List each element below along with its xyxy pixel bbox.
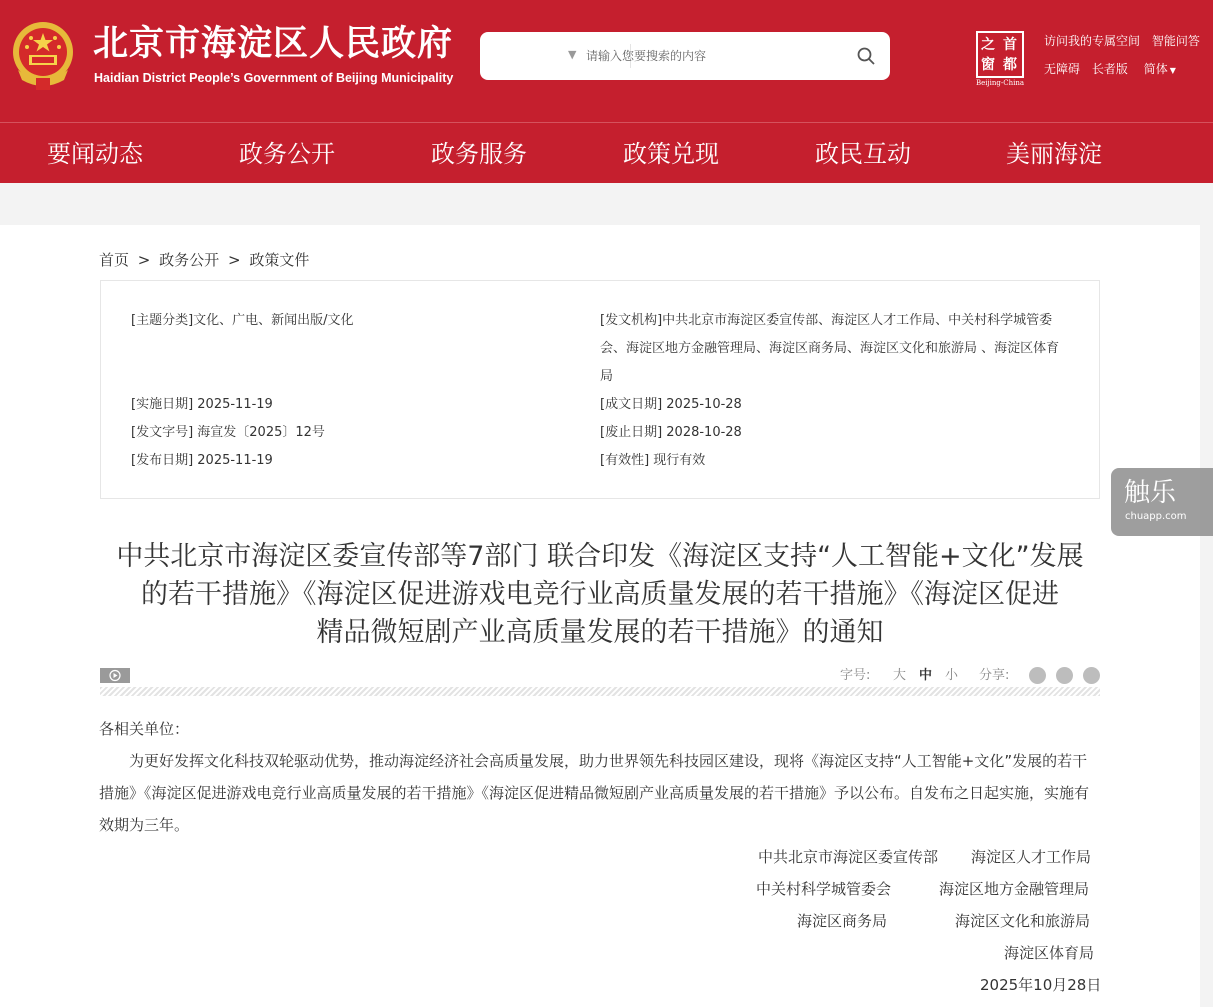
play-icon xyxy=(100,668,130,683)
breadcrumb-separator: > xyxy=(137,251,151,269)
language-label: 简体 xyxy=(1143,62,1168,76)
search-input[interactable] xyxy=(586,44,846,68)
signatory: 海淀区地方金融管理局 xyxy=(939,880,1090,898)
logo-text: Beijing-China xyxy=(975,79,1025,87)
font-size-large-button[interactable]: 大 xyxy=(893,668,907,683)
logo-frame xyxy=(976,31,1024,78)
article-tools xyxy=(100,668,1100,688)
document-meta xyxy=(100,280,1100,499)
meta-topic: [主题分类]文化、广电、新闻出版/文化 xyxy=(131,313,354,328)
salutation: 各相关单位： xyxy=(99,720,190,738)
meta-doc-number: [发文字号] 海宣发〔2025〕12号 xyxy=(131,425,325,440)
top-links xyxy=(1044,34,1200,90)
main-nav xyxy=(0,122,1213,183)
signatory: 海淀区文化和旅游局 xyxy=(955,912,1091,930)
site-subtitle: Haidian District People’s Government of Beijing Municipality xyxy=(94,71,454,85)
signatory: 中关村科学城管委会 xyxy=(756,880,892,898)
chevron-down-icon: ▼ xyxy=(1169,66,1176,75)
logo-char: 之 xyxy=(981,37,995,53)
breadcrumb-policy-docs[interactable]: 政策文件 xyxy=(249,251,310,269)
breadcrumb-open-government[interactable]: 政务公开 xyxy=(159,251,220,269)
nav-item-beautiful-haidian[interactable]: 美丽海淀 xyxy=(1006,140,1102,168)
logo-char: 窗 xyxy=(981,57,995,73)
watermark-title: 触乐 xyxy=(1124,478,1177,508)
nav-item-news[interactable]: 要闻动态 xyxy=(47,140,143,168)
divider xyxy=(100,687,1100,696)
document-title-line: 精品微短剧产业高质量发展的若干措施》的通知 xyxy=(316,617,884,648)
wechat-icon[interactable] xyxy=(1029,667,1046,684)
national-emblem-icon xyxy=(10,20,76,92)
signatory: 海淀区人才工作局 xyxy=(971,848,1092,866)
meta-effective-date: [实施日期] 2025-11-19 xyxy=(131,397,273,412)
chuapp-watermark xyxy=(1111,468,1213,536)
logo-char: 首 xyxy=(1003,37,1017,53)
main-content xyxy=(0,225,1200,1007)
meta-expiry-date: [废止日期] 2028-10-28 xyxy=(600,425,742,440)
nav-item-open-government[interactable]: 政务公开 xyxy=(239,140,335,168)
signatory: 海淀区商务局 xyxy=(797,912,888,930)
nav-item-interaction[interactable]: 政民互动 xyxy=(815,140,911,168)
weibo-icon[interactable] xyxy=(1056,667,1073,684)
search-box xyxy=(480,32,890,80)
signatory: 中共北京市海淀区委宣传部 xyxy=(758,848,939,866)
elder-mode-link[interactable]: 长者版 xyxy=(1091,62,1128,76)
breadcrumb xyxy=(99,249,309,270)
share-label: 分享: xyxy=(979,668,1010,683)
smart-qa-link[interactable]: 智能问答 xyxy=(1151,34,1200,48)
site-title[interactable]: 北京市海淀区人民政府 xyxy=(93,24,454,64)
body-paragraph: 为更好发挥文化科技双轮驱动优势，推动海淀经济社会高质量发展，助力世界领先科技园区建设，现将《海淀区支持“人工智能+文化”发展的若干措施》《海淀区促进游戏电竞行业高质量发展的若干措施》《海淀区促进精品微短剧产业高质量发展的若干措施》予以公布。自发布之日起实施，实施有效期为三年。 xyxy=(99,752,1090,834)
meta-issuer: [发文机构]中共北京市海淀区委宣传部、海淀区人才工作局、中关村科学城管委会、海淀区地方金融管理局、海淀区商务局、海淀区文化和旅游局 、海淀区体育局 xyxy=(600,313,1060,384)
document-title-line: 的若干措施》《海淀区促进游戏电竞行业高质量发展的若干措施》《海淀区促进 xyxy=(141,579,1059,610)
accessible-link[interactable]: 无障碍 xyxy=(1044,62,1081,76)
personal-space-link[interactable]: 访问我的专属空间 xyxy=(1044,34,1141,48)
meta-publish-date: [发布日期] 2025-11-19 xyxy=(131,453,273,468)
font-size-medium-button[interactable]: 中 xyxy=(919,668,933,683)
document-date: 2025年10月28日 xyxy=(980,976,1102,994)
audio-play-icon[interactable] xyxy=(100,668,130,683)
nav-item-services[interactable]: 政务服务 xyxy=(431,140,527,168)
watermark-sub: chuapp.com xyxy=(1125,511,1187,522)
meta-written-date: [成文日期] 2025-10-28 xyxy=(600,397,742,412)
capital-window-logo[interactable] xyxy=(974,31,1026,88)
language-select[interactable] xyxy=(1144,62,1176,76)
search-scope-dropdown-icon[interactable]: ▼ xyxy=(568,48,577,61)
search-icon[interactable] xyxy=(856,46,876,66)
qzone-icon[interactable] xyxy=(1083,667,1100,684)
signatory: 海淀区体育局 xyxy=(1004,944,1095,962)
meta-validity: [有效性] 现行有效 xyxy=(600,453,706,468)
breadcrumb-home[interactable]: 首页 xyxy=(99,251,130,269)
font-size-small-button[interactable]: 小 xyxy=(945,668,959,683)
logo-char: 都 xyxy=(1003,57,1017,73)
breadcrumb-separator: > xyxy=(227,251,241,269)
document-title xyxy=(100,538,1100,652)
site-header xyxy=(0,0,1213,122)
nav-item-policy[interactable]: 政策兑现 xyxy=(623,140,719,168)
font-size-label: 字号: xyxy=(840,668,871,683)
document-title-line: 中共北京市海淀区委宣传部等7部门 联合印发《海淀区支持“人工智能+文化”发展 xyxy=(116,541,1084,572)
